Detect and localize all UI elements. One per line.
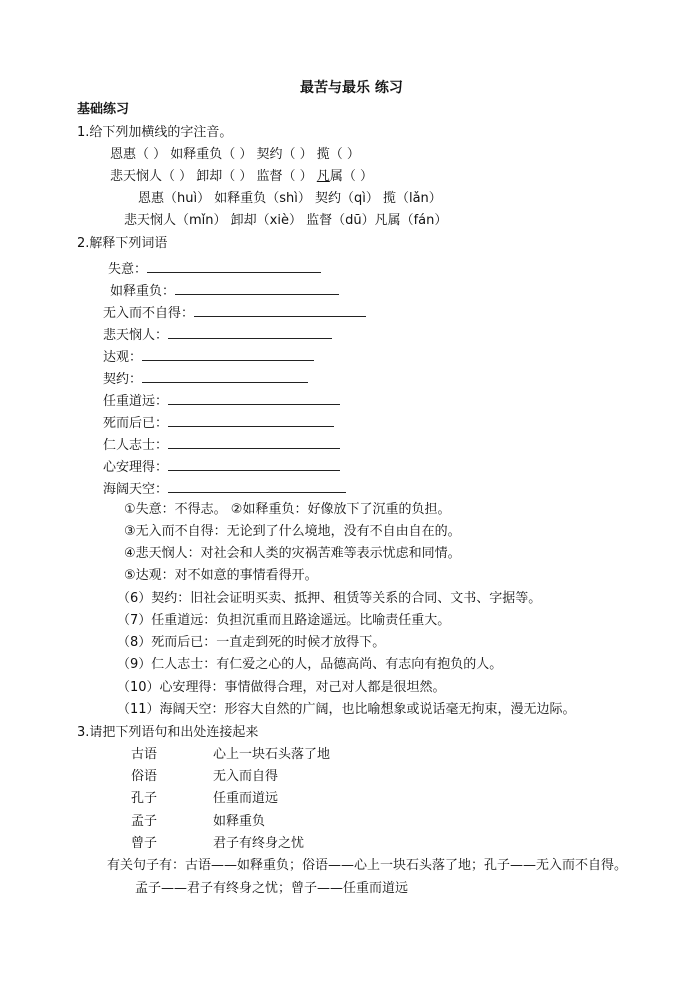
q2-term: 契约： — [103, 372, 143, 387]
section-heading: 基础练习 — [77, 102, 130, 117]
q1-prompt: 1.给下列加横线的字注音。 — [77, 125, 233, 140]
answer-blank — [175, 280, 339, 295]
answer-blank — [142, 346, 314, 361]
answer-blank — [168, 478, 346, 493]
q2-term-row — [103, 434, 340, 455]
q2-term: 海阔天空： — [103, 482, 169, 497]
q2-term: 心安理得： — [103, 460, 169, 475]
q2-term: 如释重负： — [110, 284, 176, 299]
answer-blank — [194, 302, 366, 317]
q1-row1: 恩惠（ ） 如释重负（ ） 契约（ ） 揽（ ） — [110, 147, 360, 162]
q3-answer2: 孟子——君子有终身之忧；曾子——任重而道远 — [135, 881, 409, 896]
q2-term-row — [103, 412, 334, 433]
answer-blank — [168, 324, 332, 339]
q2-answer: （7）任重道远：负担沉重而且路途遥远。比喻责任重大。 — [117, 613, 451, 628]
q3-quote: 心上一块石头落了地 — [213, 747, 331, 762]
q1-answer1: 恩惠（huì） 如释重负（shì） 契约（qì） 揽（lǎn） — [138, 191, 442, 206]
q2-term-row — [103, 368, 308, 389]
q2-term-row — [103, 456, 340, 477]
q1-row2-underlined: 凡 — [316, 169, 330, 184]
q3-prompt: 3.请把下列语句和出处连接起来 — [77, 725, 259, 740]
q1-row2-a: 悲天悯人（ ） 卸却（ ） 监督（ ） — [110, 169, 317, 184]
q3-source: 曾子 — [131, 836, 158, 851]
q2-answer: （9）仁人志士：有仁爱之心的人，品德高尚、有志向有抱负的人。 — [117, 657, 503, 672]
q2-term: 任重道远： — [103, 394, 169, 409]
answer-blank — [168, 434, 340, 449]
q2-term-row — [103, 478, 346, 499]
q2-answer: ①失意：不得志。 ②如释重负：好像放下了沉重的负担。 — [124, 502, 451, 517]
q2-prompt: 2.解释下列词语 — [77, 236, 168, 251]
q2-term: 死而后已： — [103, 416, 169, 431]
answer-blank — [168, 390, 340, 405]
answer-blank — [147, 258, 321, 273]
q2-term: 无入而不自得： — [103, 306, 195, 321]
q2-term-row — [103, 324, 332, 345]
q2-answer: ③无入而不自得：无论到了什么境地，没有不自由自在的。 — [124, 524, 461, 539]
q2-term-row — [103, 346, 314, 367]
q3-quote: 如释重负 — [213, 814, 266, 829]
q3-source: 俗语 — [131, 769, 158, 784]
q2-answer: （8）死而后已：一直走到死的时候才放得下。 — [117, 635, 386, 650]
q1-answer2: 悲天悯人（mǐn） 卸却（xiè） 监督（dū）凡属（fán） — [124, 213, 448, 228]
q2-answer: ⑤达观：对不如意的事情看得开。 — [124, 568, 318, 583]
q3-quote: 任重而道远 — [213, 791, 279, 806]
q2-term-row — [110, 280, 339, 301]
q2-answer: （10）心安理得：事情做得合理，对己对人都是很坦然。 — [117, 680, 446, 695]
q3-source: 古语 — [131, 747, 158, 762]
q2-term-row — [108, 258, 321, 279]
q2-answer: （6）契约：旧社会证明买卖、抵押、租赁等关系的合同、文书、字据等。 — [117, 591, 542, 606]
answer-blank — [142, 368, 308, 383]
q3-source: 孟子 — [131, 814, 158, 829]
q2-term-row — [103, 390, 340, 411]
q1-row2 — [110, 168, 373, 186]
answer-blank — [168, 412, 334, 427]
q1-row2-c: 属（ ） — [329, 169, 373, 184]
q2-term: 失意： — [108, 262, 148, 277]
q2-term: 仁人志士： — [103, 438, 169, 453]
q2-answer: ④悲天悯人：对社会和人类的灾祸苦难等表示忧虑和同情。 — [124, 546, 461, 561]
page-title: 最苦与最乐 练习 — [300, 80, 403, 96]
q3-quote: 君子有终身之忧 — [213, 836, 305, 851]
q3-quote: 无入而自得 — [213, 769, 279, 784]
q3-source: 孔子 — [131, 791, 158, 806]
q2-term: 达观： — [103, 350, 143, 365]
q3-answer1: 有关句子有：古语——如释重负；俗语——心上一块石头落了地；孔子——无入而不自得。 — [107, 858, 628, 873]
answer-blank — [168, 456, 340, 471]
q2-term-row — [103, 302, 366, 323]
q2-term: 悲天悯人： — [103, 328, 169, 343]
q2-answer: （11）海阔天空：形容大自然的广阔，也比喻想象或说话毫无拘束，漫无边际。 — [117, 702, 576, 717]
